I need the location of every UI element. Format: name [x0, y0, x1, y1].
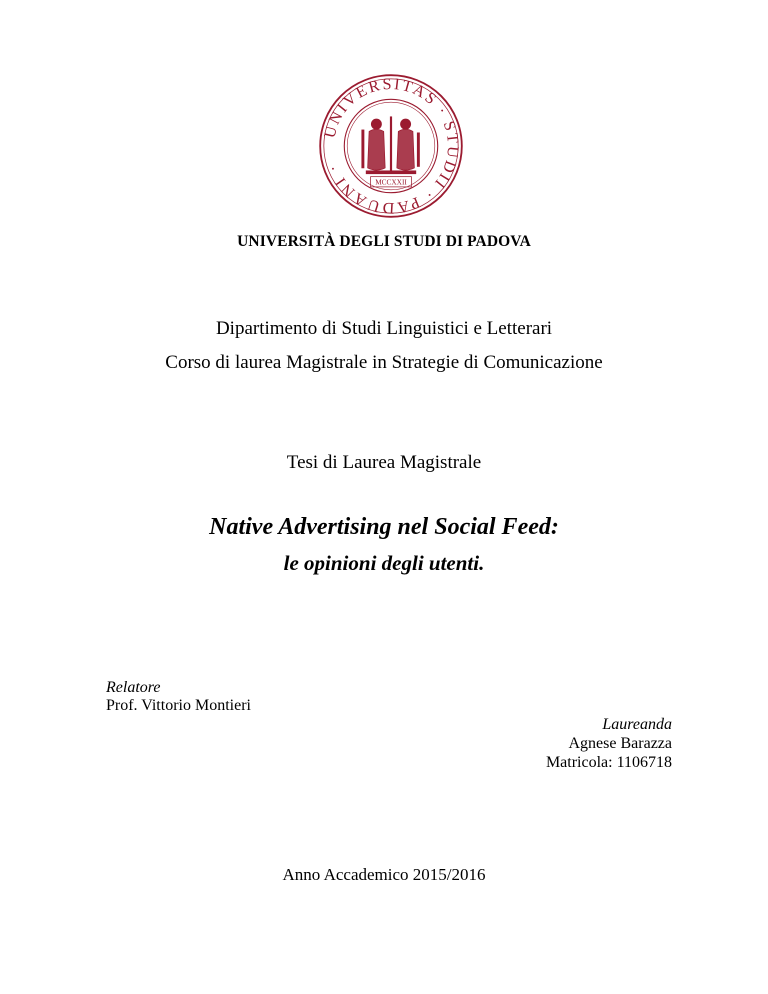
- academic-year: Anno Accademico 2015/2016: [282, 865, 486, 884]
- supervisor-role: Relatore: [106, 679, 161, 696]
- supervisor-name: Prof. Vittorio Montieri: [106, 697, 251, 714]
- candidate-role: Laureanda: [602, 716, 672, 733]
- course-name: Corso di laurea Magistrale in Strategie di Comunicazione: [165, 352, 603, 373]
- seal-motto: UNIVERSITAS · STUDII · PADUANI ·: [321, 75, 462, 217]
- candidate-id: Matricola: 1106718: [545, 754, 672, 771]
- department-name: Dipartimento di Studi Linguistici e Letterari: [215, 318, 553, 339]
- candidate-name: Agnese Barazza: [568, 735, 672, 752]
- thesis-type: Tesi di Laurea Magistrale: [286, 452, 482, 473]
- university-name: UNIVERSITÀ DEGLI STUDI DI PADOVA: [237, 233, 531, 250]
- thesis-title-line-1: Native Advertising nel Social Feed:: [209, 514, 559, 540]
- thesis-title-line-2: le opinioni degli utenti.: [283, 551, 485, 575]
- seal-year: MCCXXII: [375, 177, 407, 187]
- university-seal-logo: [318, 73, 464, 219]
